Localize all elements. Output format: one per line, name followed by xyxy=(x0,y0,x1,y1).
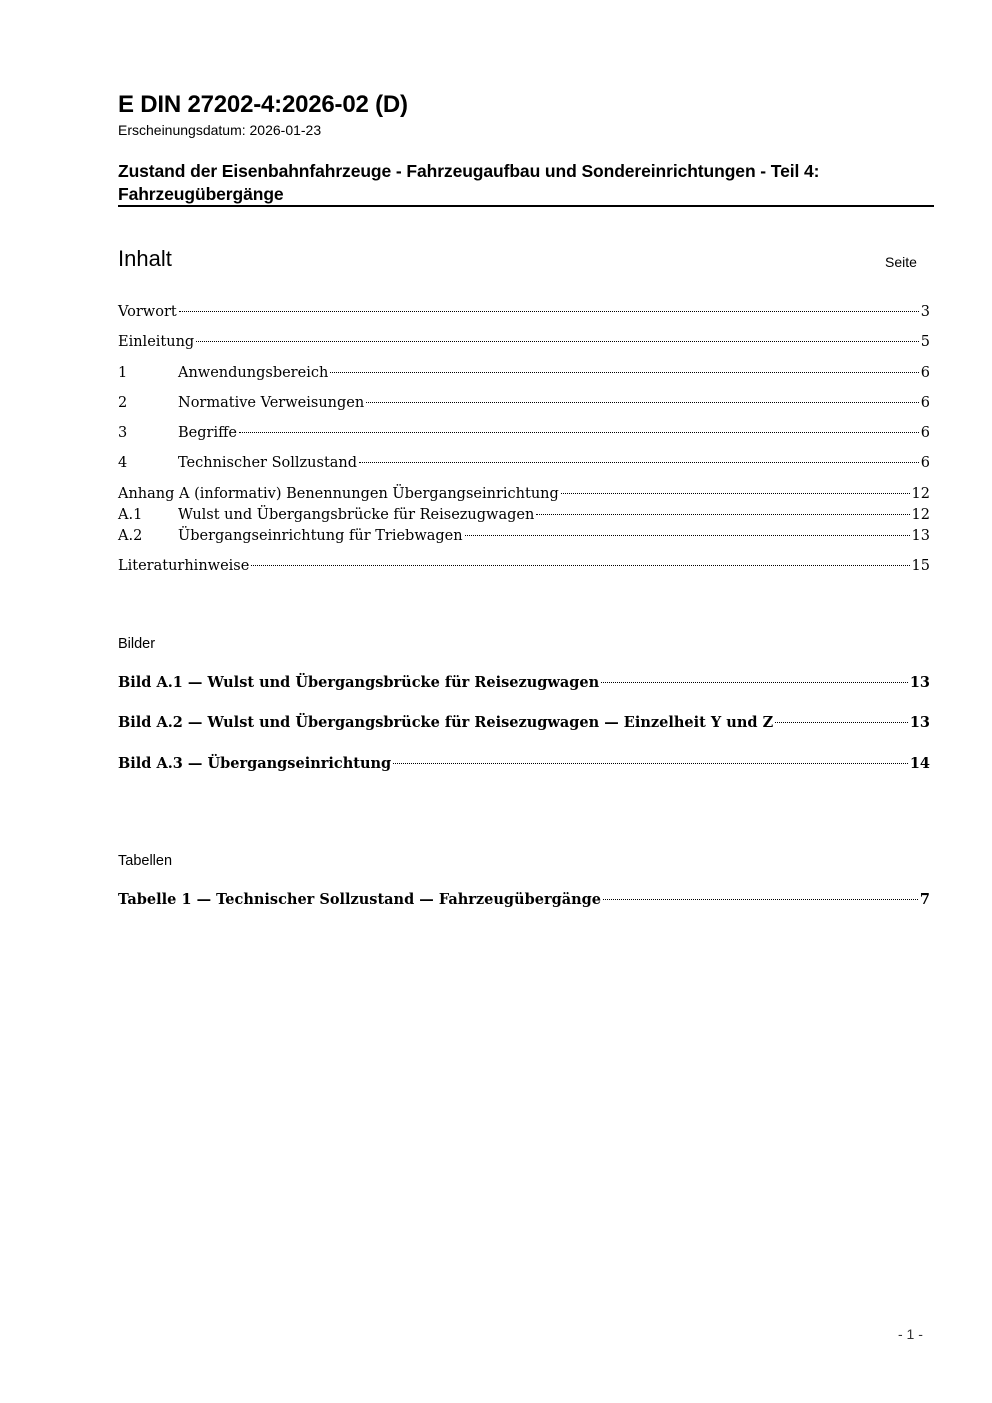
toc-entry-page: 3 xyxy=(920,304,930,320)
toc-entry-page: 12 xyxy=(911,507,930,523)
toc-entry-page: 6 xyxy=(920,395,930,411)
toc-entry-anwendungsbereich[interactable] xyxy=(118,363,930,383)
document-title: Zustand der Eisenbahnfahrzeuge - Fahrzeugaufbau und Sondereinrichtungen - Teil 4: Fahrzeugübergänge xyxy=(118,161,820,204)
toc-entry-text: Begriffe xyxy=(178,425,237,441)
toc-entry-text: Einleitung xyxy=(118,334,195,350)
toc-entry-page: 5 xyxy=(920,334,930,350)
title-divider xyxy=(118,205,934,207)
dot-leader xyxy=(359,462,919,463)
table-entry-page: 7 xyxy=(919,891,930,908)
toc-entry-number: A.1 xyxy=(118,507,143,523)
toc-entry-page: 6 xyxy=(920,365,930,381)
toc-entry-text: Wulst und Übergangsbrücke für Reisezugwagen xyxy=(178,507,535,523)
toc-entry-technischer-sollzustand[interactable] xyxy=(118,453,930,473)
toc-entry-text: Literaturhinweise xyxy=(118,558,250,574)
toc-entry-a2[interactable] xyxy=(118,526,930,546)
toc-entry-begriffe[interactable] xyxy=(118,423,930,443)
toc-entry-number: A.2 xyxy=(118,528,143,544)
figure-entry-text: Bild A.2 — Wulst und Übergangsbrücke für Reisezugwagen — Einzelheit Y und Z xyxy=(118,714,774,731)
dot-leader xyxy=(465,535,910,536)
figure-entry-page: 14 xyxy=(909,755,930,772)
toc-entry-number: 3 xyxy=(118,425,128,441)
dot-leader xyxy=(196,341,919,342)
toc-entry-text: Anwendungsbereich xyxy=(178,365,329,381)
dot-leader xyxy=(366,402,919,403)
toc-entry-anhang-a[interactable] xyxy=(118,484,930,504)
toc-entry-number: 2 xyxy=(118,395,128,411)
dot-leader xyxy=(179,311,919,312)
toc-entry-page: 6 xyxy=(920,425,930,441)
page-number: - 1 - xyxy=(898,1326,923,1342)
dot-leader xyxy=(561,493,910,494)
toc-entry-text: Normative Verweisungen xyxy=(178,395,365,411)
toc-entry-page: 15 xyxy=(911,558,930,574)
dot-leader xyxy=(775,722,908,723)
table-entry-1[interactable] xyxy=(118,890,930,910)
figure-entry-text: Bild A.1 — Wulst und Übergangsbrücke für Reisezugwagen xyxy=(118,674,600,691)
document-id: E DIN 27202-4:2026-02 (D) xyxy=(118,91,408,118)
tables-heading: Tabellen xyxy=(118,853,173,869)
dot-leader xyxy=(251,565,909,566)
figure-entry-a2[interactable] xyxy=(118,713,930,733)
dot-leader xyxy=(603,899,918,900)
toc-entry-page: 6 xyxy=(920,455,930,471)
toc-entry-a1[interactable] xyxy=(118,505,930,525)
toc-entry-page: 12 xyxy=(911,486,930,502)
toc-entry-normative-verweisungen[interactable] xyxy=(118,393,930,413)
figure-entry-page: 13 xyxy=(909,714,930,731)
toc-entry-literaturhinweise[interactable] xyxy=(118,556,930,576)
figure-entry-a1[interactable] xyxy=(118,673,930,693)
toc-entry-vorwort[interactable] xyxy=(118,302,930,322)
toc-entry-number: 1 xyxy=(118,365,128,381)
dot-leader xyxy=(393,763,908,764)
table-entry-text: Tabelle 1 — Technischer Sollzustand — Fahrzeugübergänge xyxy=(118,891,602,908)
page-column-label: Seite xyxy=(885,254,917,270)
toc-entry-text: Vorwort xyxy=(118,304,177,320)
figure-entry-a3[interactable] xyxy=(118,754,930,774)
figure-entry-text: Bild A.3 — Übergangseinrichtung xyxy=(118,755,392,772)
toc-entry-page: 13 xyxy=(911,528,930,544)
dot-leader xyxy=(601,682,908,683)
toc-entry-number: 4 xyxy=(118,455,128,471)
toc-entry-einleitung[interactable] xyxy=(118,332,930,352)
dot-leader xyxy=(330,372,918,373)
dot-leader xyxy=(536,514,909,515)
toc-entry-text: Technischer Sollzustand xyxy=(178,455,358,471)
figure-entry-page: 13 xyxy=(909,674,930,691)
figures-heading: Bilder xyxy=(118,636,156,652)
toc-entry-text: Übergangseinrichtung für Triebwagen xyxy=(178,528,463,544)
publication-date: Erscheinungsdatum: 2026-01-23 xyxy=(118,122,322,138)
toc-heading: Inhalt xyxy=(118,246,172,271)
dot-leader xyxy=(239,432,919,433)
toc-entry-text: Anhang A (informativ) Benennungen Übergangseinrichtung xyxy=(118,486,559,502)
